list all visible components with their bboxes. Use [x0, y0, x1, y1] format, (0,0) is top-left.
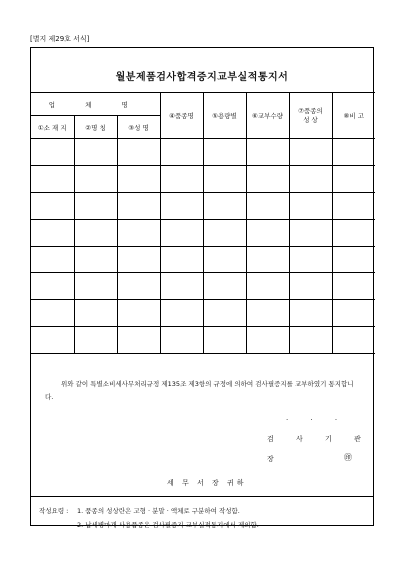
table-cell[interactable]: [160, 300, 203, 327]
table-cell[interactable]: [117, 300, 160, 327]
table-cell[interactable]: [246, 165, 289, 192]
table-cell[interactable]: [332, 219, 375, 246]
table-cell[interactable]: [332, 139, 375, 166]
table-cell[interactable]: [203, 192, 246, 219]
table-cell[interactable]: [160, 192, 203, 219]
table-cell[interactable]: [31, 273, 74, 300]
table-cell[interactable]: [74, 219, 117, 246]
recipient-line: 세 무 서 장 귀하: [167, 479, 247, 487]
table-cell[interactable]: [289, 327, 332, 354]
name-header: ②명 칭: [74, 116, 117, 139]
table-row: [31, 300, 375, 327]
table-cell[interactable]: [117, 219, 160, 246]
table-cell[interactable]: [332, 246, 375, 273]
table-cell[interactable]: [160, 165, 203, 192]
notes-divider: [31, 496, 373, 497]
inspector-label: 검 사 기 관: [267, 435, 371, 443]
table-cell[interactable]: [74, 300, 117, 327]
table-cell[interactable]: [203, 300, 246, 327]
table-row: [31, 327, 375, 354]
table-cell[interactable]: [74, 139, 117, 166]
seal-icon: ㊞: [344, 453, 352, 462]
table-cell[interactable]: [203, 273, 246, 300]
table-cell[interactable]: [117, 165, 160, 192]
table-cell[interactable]: [31, 300, 74, 327]
table-cell[interactable]: [332, 327, 375, 354]
table-cell[interactable]: [289, 139, 332, 166]
table-row: [31, 192, 375, 219]
table-cell[interactable]: [289, 246, 332, 273]
table-cell[interactable]: [203, 246, 246, 273]
table-row: [31, 139, 375, 166]
table-cell[interactable]: [246, 273, 289, 300]
table-row: [31, 165, 375, 192]
table-cell[interactable]: [246, 300, 289, 327]
table-row: [31, 246, 375, 273]
usage-header: ⑤용량별: [203, 93, 246, 139]
table-cell[interactable]: [246, 246, 289, 273]
table-cell[interactable]: [289, 192, 332, 219]
table-row: [31, 273, 375, 300]
table-cell[interactable]: [332, 300, 375, 327]
note-1: 1. 품종의 성상란은 고형 · 분말 · 액체로 구분하여 작성함.: [77, 507, 240, 515]
table-cell[interactable]: [74, 273, 117, 300]
table-cell[interactable]: [160, 139, 203, 166]
quantity-header: ⑥교부수량: [246, 93, 289, 139]
table-cell[interactable]: [203, 327, 246, 354]
table-cell[interactable]: [117, 327, 160, 354]
table-cell[interactable]: [332, 273, 375, 300]
table-cell[interactable]: [74, 246, 117, 273]
table-cell[interactable]: [160, 327, 203, 354]
notes-label: 작성요령 :: [39, 507, 69, 515]
table-cell[interactable]: [31, 165, 74, 192]
table-cell[interactable]: [203, 219, 246, 246]
note-2: 2. 납세병마개 사용품종은 검사필증지 교부실적통지에서 제외함.: [77, 521, 259, 529]
table-cell[interactable]: [246, 327, 289, 354]
property-header-line1: ⑦품종의: [298, 106, 323, 115]
table-cell[interactable]: [160, 273, 203, 300]
statement-text: 위와 같이 특별소비세사무처리규정 제135조 제3항의 규정에 의하여 검사필증지를 교부하였기 통지합니다.: [45, 380, 354, 401]
table-cell[interactable]: [74, 327, 117, 354]
company-header: 업 체 명: [31, 93, 160, 116]
report-table: [31, 92, 375, 354]
table-cell[interactable]: [31, 327, 74, 354]
remarks-header: ⑧비 고: [332, 93, 375, 139]
table-cell[interactable]: [117, 246, 160, 273]
table-cell[interactable]: [117, 139, 160, 166]
table-cell[interactable]: [289, 165, 332, 192]
table-cell[interactable]: [246, 139, 289, 166]
property-header: [289, 93, 332, 139]
form-title: 월분제품검사합격증지교부실적통지서: [115, 72, 289, 83]
date-placeholder: · · ·: [286, 416, 348, 424]
table-cell[interactable]: [160, 219, 203, 246]
table-cell[interactable]: [203, 165, 246, 192]
table-cell[interactable]: [332, 165, 375, 192]
table-cell[interactable]: [203, 139, 246, 166]
table-cell[interactable]: [117, 192, 160, 219]
form-frame: [30, 47, 374, 529]
property-header-line2: 성 상: [303, 115, 318, 124]
table-cell[interactable]: [31, 219, 74, 246]
instructions: [39, 504, 259, 532]
table-cell[interactable]: [31, 246, 74, 273]
person-header: ③성 명: [117, 116, 160, 139]
table-row: [31, 219, 375, 246]
form-number: [별지 제29호 서식]: [30, 35, 90, 43]
table-cell[interactable]: [289, 273, 332, 300]
table-cell[interactable]: [31, 192, 74, 219]
product-name-header: ④품종명: [160, 93, 203, 139]
table-cell[interactable]: [246, 219, 289, 246]
table-cell[interactable]: [289, 219, 332, 246]
chief-label: 장: [267, 455, 274, 463]
location-header: ①소 재 지: [31, 116, 74, 139]
table-cell[interactable]: [160, 246, 203, 273]
table-cell[interactable]: [74, 192, 117, 219]
table-cell[interactable]: [117, 273, 160, 300]
table-cell[interactable]: [74, 165, 117, 192]
table-cell[interactable]: [246, 192, 289, 219]
table-cell[interactable]: [31, 139, 74, 166]
table-cell[interactable]: [332, 192, 375, 219]
table-cell[interactable]: [289, 300, 332, 327]
